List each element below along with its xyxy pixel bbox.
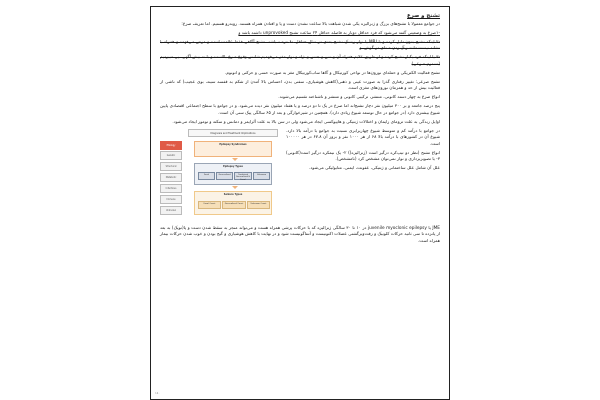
paragraph-types: انواع صرع به چهار دسته کانونی، منتشر، ترکیبی کانونی و منتشر و ناشناخته تقسیم می‌شوند. <box>278 95 440 101</box>
paragraph-prevalence: پنج درصد جامعه و بر ۳۰۰ میلیون نفر دچار تشنج‌اند اما صرع در یک تا دو درصد و یا هفتاد میلیون نفر دیده می‌شود. و در جوامع با سطح اجتماعی اقتصادی پایین شیوع بیشتری دارد (در جوامع در حال توسعه شیوع زیادی دارد). همچنین در شیرخوارگی و بعد از ۶۵ سالگی پیک سنی آن است. <box>160 104 440 116</box>
page-title: تشنج و صرع <box>407 13 440 19</box>
figure-text-income: در جوامع با درآمد کم و متوسط شیوع چهاربرابری نسبت به جوامع با درآمد بالا دارد. شیوع آن در کشورهای با درآمد بالا ۶۸ از هر ۱۰۰۰ نفر و بروز آن ۶۷.۸ در هر ۱۰۰۰۰۰ است. <box>286 128 441 148</box>
diagram-types-label: Epilepsy Types <box>223 164 243 168</box>
diagram-syndromes-label: Epilepsy Syndromes <box>219 142 247 146</box>
page-number: ۱۵۰ <box>155 391 160 396</box>
diagram-seizure-types-box <box>194 191 272 215</box>
paragraph-definition-1: -۱صرع به وضعیتی گفته می‌شود که فرد حداقل دوبار به فاصله حداقل ۲۴ ساعت تشنج unprovoked داشته باشد و <box>238 30 440 36</box>
diagram-heading-box <box>188 129 278 137</box>
diagram-arrow-icon <box>232 158 238 161</box>
paragraph-definition-3: -۳ یا اینکه فرد یکبار تشنج کرده و از طریق علایم همراه آن و سن و جنس و نژاد و نوار مغز می‌فهمیم شانس وقوع صرع بالاست و با نه بیش آگهی، پی میبردیم (سندرم صرعی) <box>160 55 440 67</box>
diagram-seizure-types-label: Seizure Types <box>223 192 243 196</box>
diagram-side-metabolic: Metabolic <box>160 173 182 182</box>
diagram-syndromes-box <box>194 141 272 157</box>
paragraph-epileptic-seizure: تشنج صرعی: تغییر رفتاری گذرا به صورت عینی و ذهنی(کاهش هوشیاری، سفتی بدن، احساس بالا آمدن از شکم به قفسه سینه، بوی عجیب) که ناشی از فعالیت بیش از حد و همزمان نورون‌های مغزی است. <box>160 79 440 92</box>
diagram-side-structural: Structural <box>160 162 182 171</box>
diagram-seizure-focal: Focal Onset <box>198 201 221 209</box>
classification-diagram <box>160 129 280 224</box>
paragraph-seizure: تشنج فعالیت الکتریکی و حمله‌ای نورون‌ها در نواحی کورتیکال و گاها ساب‌کورتیکال مغز به صورت حسی و حرکتی و اتونوم. <box>225 70 440 76</box>
diagram-type-combined: Combined Generalized & Focal <box>235 173 251 182</box>
diagram-types-box <box>194 163 272 185</box>
diagram-side-genetic: Genetic <box>160 151 182 160</box>
paragraph-jme: JME یا juvenile myoclonic epilepsy در ۱۰ تا ۳۰ سالگی ژنرالیزه که با حرکات پرشی همراه هست و می‌تواند منجر به سقط شدن دست و پا(توپک) به بعد از پانزده تا سی ثانیه حرکات کلونیک و رفت‌وبرگشتی عضلات اکتونیست و آتنتاگونیست شود و در نهایت با کاهش هوشیاری و گیج بودن و خوب شدن حرکات بیمار همراه است. <box>160 225 440 245</box>
figure-text <box>286 129 440 224</box>
diagram-type-generalized: Generalized <box>216 172 233 180</box>
paragraph-intro: در جوامع معمولا با تشنج‌های بزرگ و ژنرالیزه یکی شدن شباهت بالا ساعت نشدن دست و پا و افتادن همراه هستند. روبه‌رو هستیم. اما تعریف صرع: <box>181 21 440 27</box>
diagram-arrow-icon <box>232 186 238 189</box>
diagram-type-unknown: Unknown <box>253 172 270 180</box>
paragraph-definition-2: -۲ اینکه تشنج بدون دلیل کرده و با MRI یا نوار ریسک تشنج بعدی در سال حداقل ۶۰ درصد باشد. تشنج آگاهی فقط علامت است و مرض می‌فهمد و همراه با نشانه نیست مانند زنگ زدن صدای در گوش، و <box>160 39 440 52</box>
document-page <box>150 6 450 400</box>
diagram-side-etiology: Etiology <box>160 141 182 150</box>
diagram-side-unknown: Unknown <box>160 206 182 215</box>
diagram-side-immune: Immune <box>160 195 182 204</box>
paragraph-causes-age: اوایل زندگی به علت ترومای زایمان و اختلالات ژنتیکی و هایپوکسی ایجاد می‌شود ولی در سن بالا به علت آلزایمر و دمانس و سکته و تومور ایجاد می‌شود. <box>172 119 440 125</box>
figure-row <box>160 129 440 224</box>
diagram-heading: Diagnosis and Treatment Implications <box>210 131 256 135</box>
diagram-side-infectious: Infectious <box>160 184 182 193</box>
figure-text-causes: علل آن شامل علل ساختمانی و ژنتیکی، عفونت، ایمنی، متابولیکی می‌شود. <box>309 166 440 172</box>
diagram-seizure-unknown: Unknown Onset <box>247 201 270 209</box>
diagram-type-focal: Focal <box>198 172 215 180</box>
diagram-seizure-generalized: Generalized Onset <box>222 201 246 209</box>
figure-text-seizure-types: انواع تشنج (نظر دو تیپ‌کره درگیر است (ژنرالیزه)) ۲- یک نیمکره درگیر است(کانونی) ۳- یا تصویربرداری و نوار نمی‌توان مشخص کرد (نامشخص). <box>286 150 440 163</box>
